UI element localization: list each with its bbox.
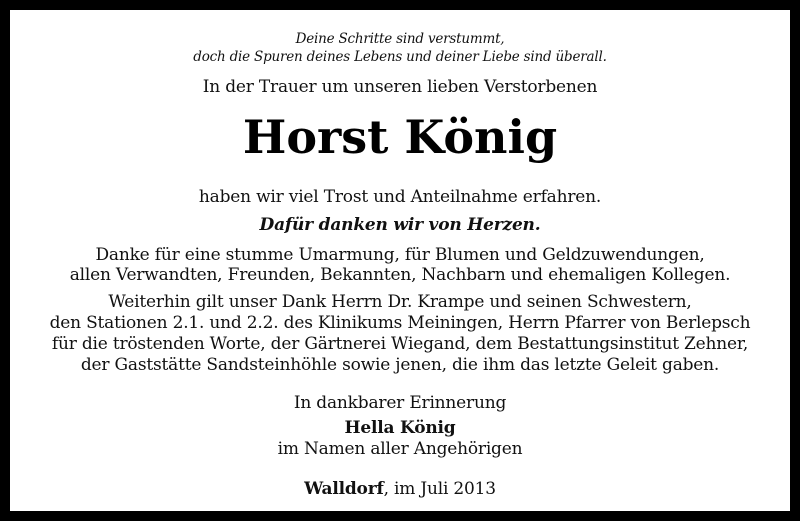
on-behalf-text: im Namen aller Angehörigen: [277, 439, 523, 459]
paragraph2-line-1: Weiterhin gilt unser Dank Herrn Dr. Krampe und seinen Schwestern,: [108, 292, 692, 312]
intro-text: In der Trauer um unseren lieben Verstorbenen: [202, 77, 598, 97]
thanks-heading: Dafür danken wir von Herzen.: [259, 215, 541, 235]
motto-line-1: Deine Schritte sind verstummt,: [295, 31, 505, 47]
paragraph2-line-4: der Gaststätte Sandsteinhöhle sowie jenen, die ihm das letzte Geleit gaben.: [80, 355, 720, 375]
closing-text: In dankbarer Erinnerung: [293, 393, 507, 413]
paragraph2-line-2: den Stationen 2.1. und 2.2. des Klinikums Meiningen, Herrn Pfarrer von Berlepsch: [49, 313, 751, 333]
deceased-name: Horst König: [242, 110, 558, 164]
paragraph2-line-3: für die tröstenden Worte, der Gärtnerei Wiegand, dem Bestattungsinstitut Zehner,: [51, 334, 749, 354]
paragraph1-line-2: allen Verwandten, Freunden, Bekannten, Nachbarn und ehemaligen Kollegen.: [69, 265, 731, 285]
place-date-line: [0, 479, 800, 499]
received-text: haben wir viel Trost und Anteilnahme erfahren.: [198, 187, 602, 207]
signer-name: Hella König: [344, 418, 456, 438]
place-name: Walldorf: [304, 479, 384, 499]
date-text: , im Juli 2013: [383, 479, 496, 499]
motto-line-2: doch die Spuren deines Lebens und deiner Liebe sind überall.: [193, 49, 607, 65]
paragraph1-line-1: Danke für eine stumme Umarmung, für Blumen und Geldzuwendungen,: [95, 245, 705, 265]
